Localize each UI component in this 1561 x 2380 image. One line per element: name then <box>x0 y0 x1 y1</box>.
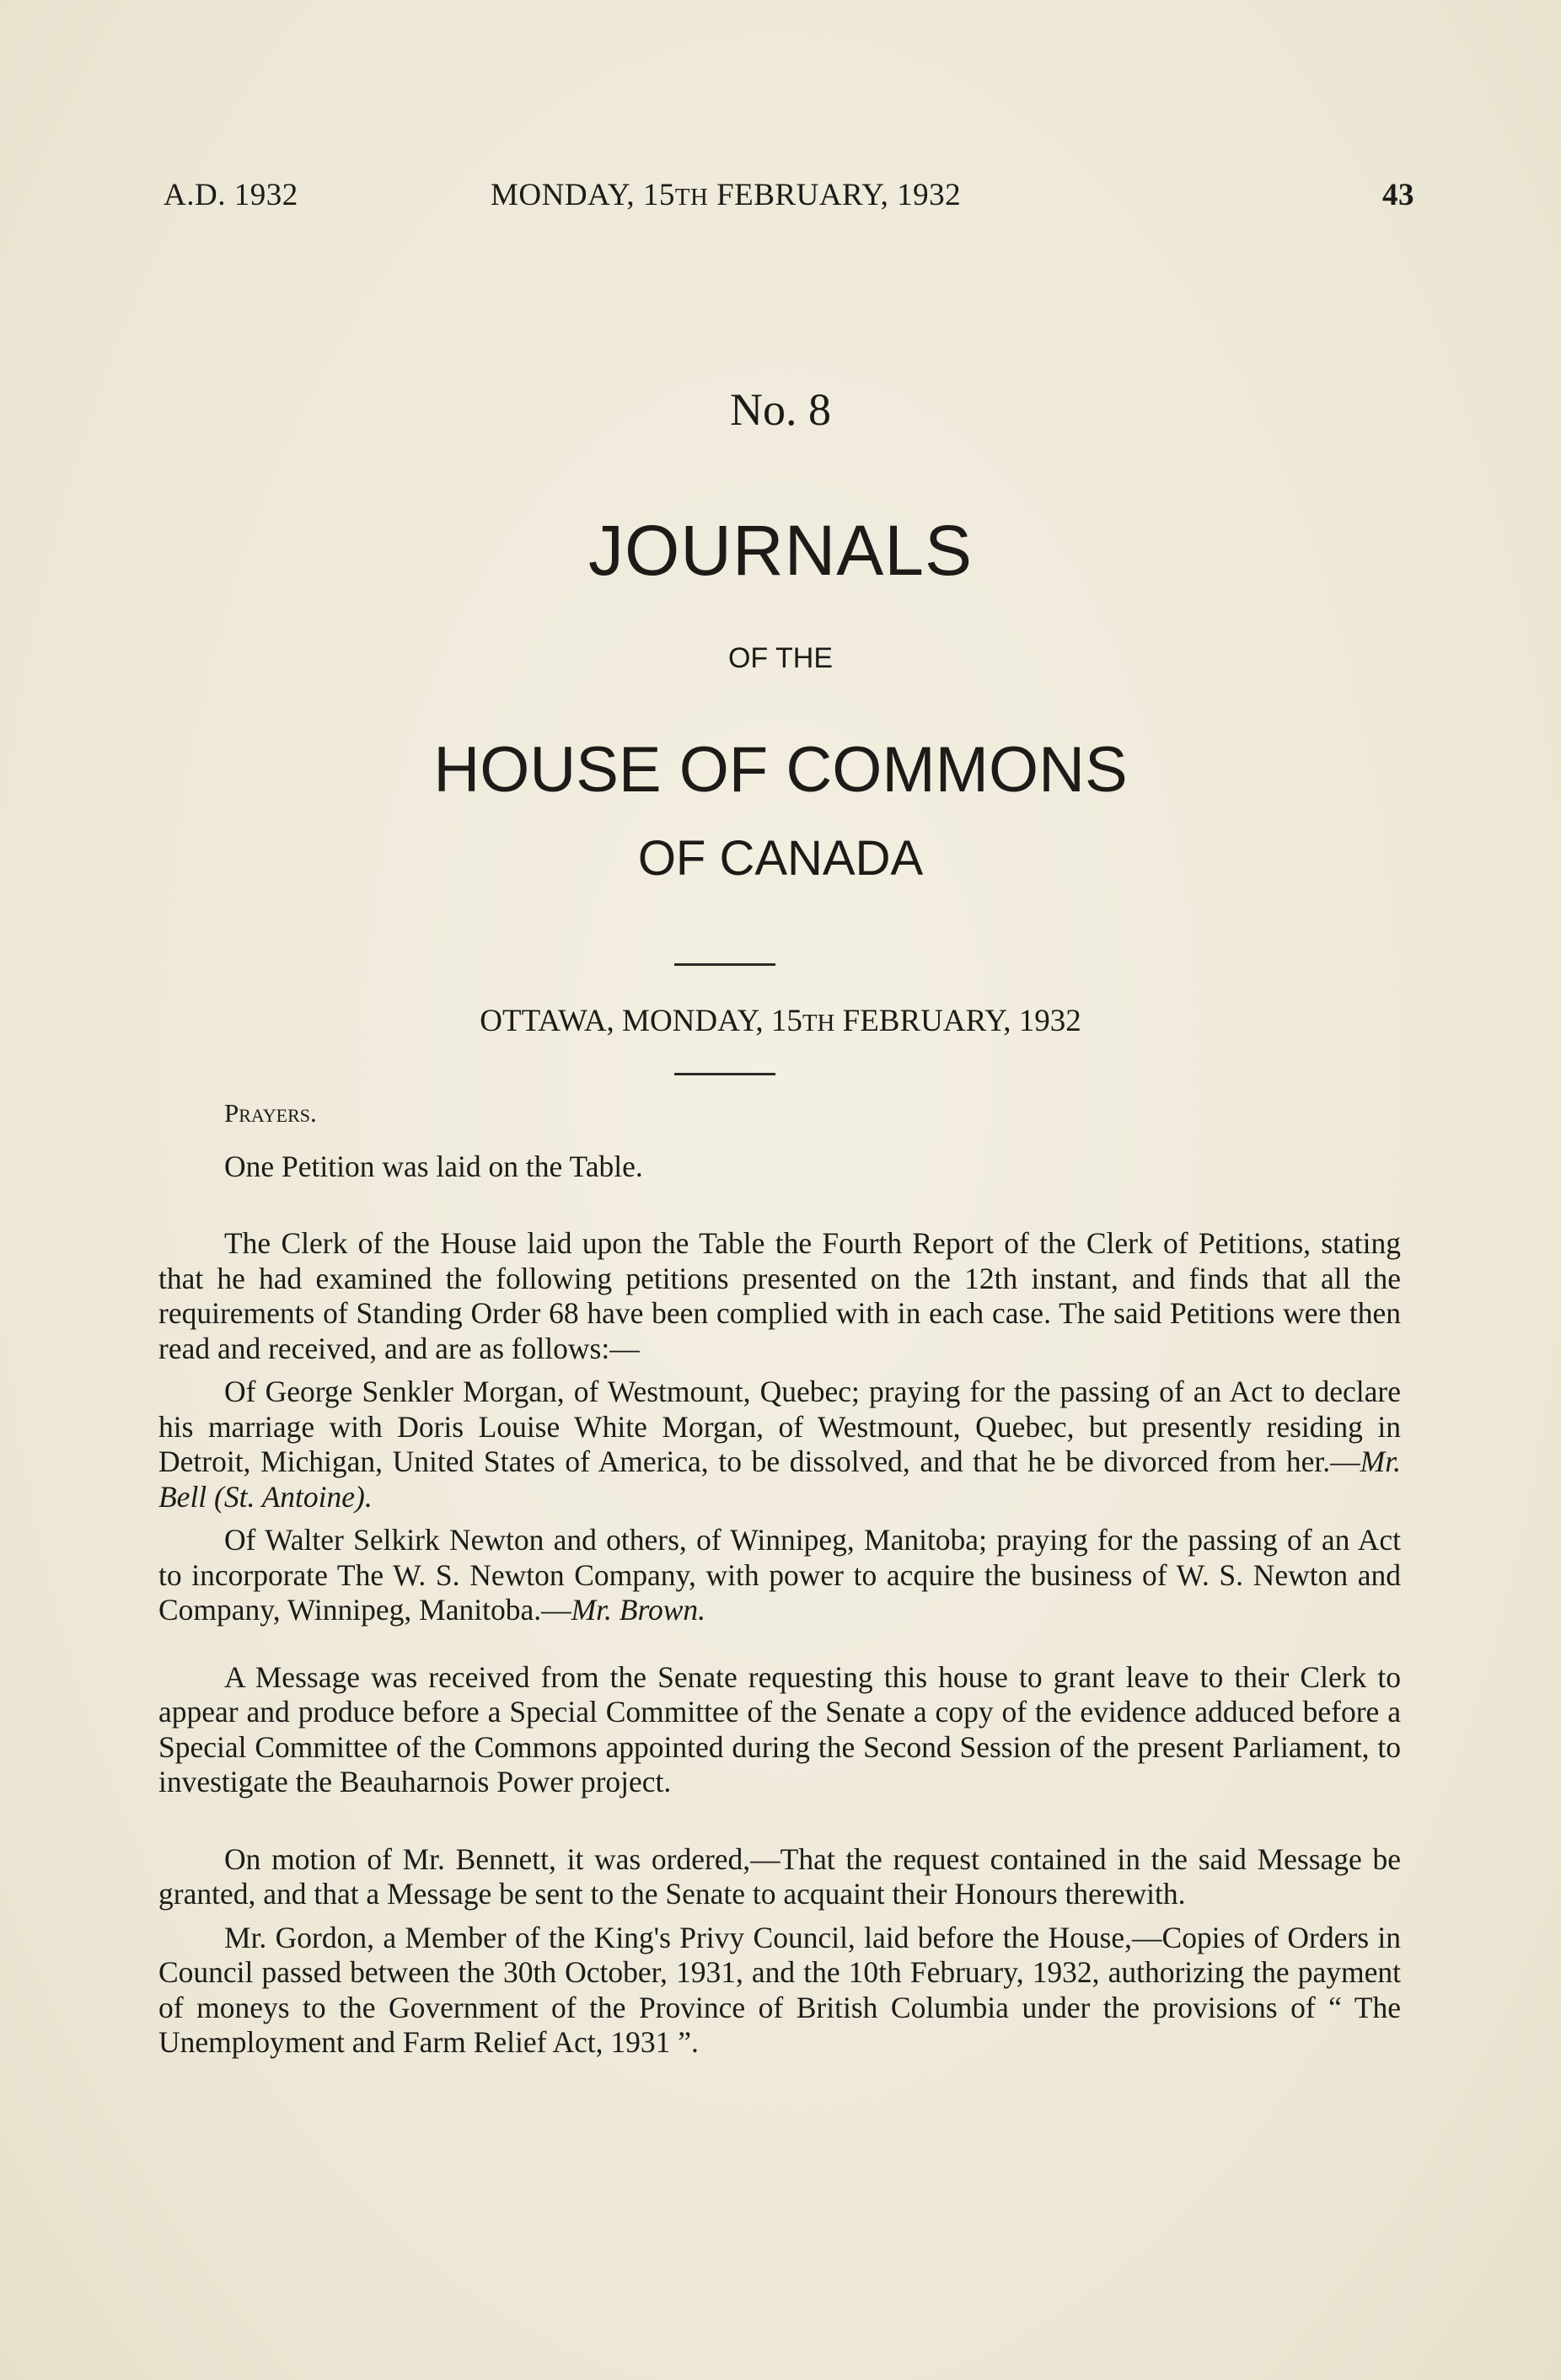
header-date: MONDAY, 15TH FEBRUARY, 1932 <box>491 178 962 212</box>
journals-title: JOURNALS <box>587 511 974 590</box>
journal-number: No. 8 <box>730 384 831 435</box>
house-title: HOUSE OF COMMONS <box>433 734 1128 806</box>
paragraph-petition-morgan: Of George Senkler Morgan, of Westmount, Quebec; praying for the passing of an Act to declare his marriage with Doris Louise White Morgan, of Westmount, Quebec, but presently residing in Detroit, Michigan, United States of America, to be dissolved, and that he be divorced from her.—Mr. Bell (St. Antoine). <box>158 1375 1401 1514</box>
prayers-heading: Prayers. <box>224 1098 317 1128</box>
proceedings-body <box>158 1096 1401 2061</box>
of-the-subtitle: OF THE <box>727 642 834 674</box>
paragraph-petition-laid: One Petition was laid on the Table. <box>224 1149 643 1183</box>
paragraph-senate-message: A Message was received from the Senate requesting this house to grant leave to their Clerk to appear and produce before a Special Committee of the Senate a copy of the evidence adduced before a Special Committee of the Commons appointed during the Second Session of the present Parliament, to investigate the Beauharnois Power project. <box>158 1659 1401 1798</box>
divider-top <box>674 963 775 966</box>
divider-bottom <box>674 1073 775 1075</box>
paragraph-clerk-report: The Clerk of the House laid upon the Table the Fourth Report of the Clerk of Petitions, stating that he had examined the following petitions presented on the 12th instant, and finds that all the requirements of Standing Order 68 have been complied with in each case. The said Petitions were then read and received, and are as follows:— <box>158 1226 1401 1365</box>
paragraph-bennett-motion: On motion of Mr. Bennett, it was ordered,—That the request contained in the said Message be granted, and that a Message be sent to the Senate to acquaint their Honours therewith. <box>158 1841 1401 1911</box>
paragraph-gordon-orders: Mr. Gordon, a Member of the King's Privy Council, laid before the House,—Copies of Orders in Council passed between the 30th October, 1931, and the 10th February, 1932, authorizing the payment of moneys to the Government of the Province of British Columbia under the provisions of “ The Unemployment and Farm Relief Act, 1931 ”. <box>158 1920 1401 2059</box>
canada-subtitle: OF CANADA <box>637 831 924 886</box>
page-number: 43 <box>1382 178 1414 212</box>
header-year: A.D. 1932 <box>164 178 298 212</box>
dateline: OTTAWA, MONDAY, 15TH FEBRUARY, 1932 <box>480 1004 1081 1038</box>
paragraph-petition-newton: Of Walter Selkirk Newton and others, of Winnipeg, Manitoba; praying for the passing of an Act to incorporate The W. S. Newton Company, with power to acquire the business of W. S. Newton and Company, Winnipeg, Manitoba.—Mr. Brown. <box>158 1523 1401 1627</box>
